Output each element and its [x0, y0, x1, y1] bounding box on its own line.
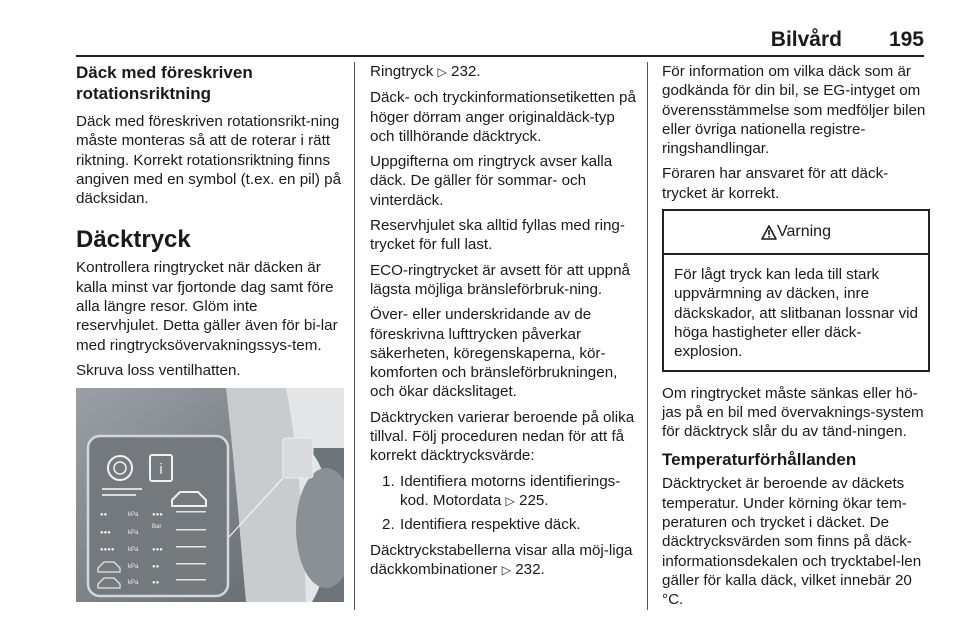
page-reference-icon: ▷ [437, 65, 447, 79]
svg-text:i: i [159, 461, 163, 479]
warning-box [662, 209, 930, 371]
svg-text:●●●: ●●● [100, 530, 111, 537]
paragraph: Ringtryck ▷ 232. [370, 62, 638, 82]
svg-text:kPa: kPa [128, 512, 139, 519]
paragraph: För information om vilka däck som är godkända för din bil, se EG-intyget om överensstämmelse som medföljer bilen eller övriga nationella registre-ringshandlingar. [662, 63, 926, 158]
section-heading-rotation: Däck med föreskriven rotationsriktning [76, 63, 253, 103]
svg-text:Bar: Bar [152, 524, 162, 531]
paragraph: Däcktryckstabellerna visar alla möj-liga däckkombinationer ▷ 232. [370, 541, 638, 581]
paragraph: Reservhjulet ska alltid fyllas med ring-trycket för full last. [370, 217, 625, 254]
section-heading-tire-pressure: Däcktryck [76, 226, 191, 254]
header-rule [76, 55, 924, 57]
column-right [662, 62, 930, 616]
list-item: 1. Identifiera motorns identifierings-kod. Motordata ▷ 225. [374, 472, 638, 512]
page-header [0, 0, 960, 56]
paragraph: Däcktrycket är beroende av däckets temperatur. Under körning ökar tem-peraturen och trycket i däcket. De däcktrycksvärden som finns på däck-informationsdekalen och trycktabel-len gäller för kalla däck, vilket innebär 20 °C. [662, 475, 922, 609]
paragraph: Däck- och tryckinformationsetiketten på höger dörram anger originaldäck-typ och tillhörande däcktryck. [370, 89, 636, 145]
paragraph: Däcktrycken varierar beroende på olika tillval. Följ proceduren nedan för att få korrekt däcktrycksvärde: [370, 408, 635, 465]
paragraph: Kontrollera ringtrycket när däcken är kalla minst var fjortonde dag samt före alla längre resor. Glöm inte reservhjulet. Detta gäller även för bi-lar med ringtrycksövervakningssys-tem. [76, 259, 338, 354]
paragraph: Om ringtrycket måste sänkas eller hö-jas på en bil med övervaknings-system för däcktryck slår du av tänd-ningen. [662, 384, 924, 441]
paragraph: Däck med föreskriven rotationsrikt-ning måste monteras så att de roterar i rätt riktning. Korrekt rotationsriktning finns angiven med en symbol (t.ex. en pil) på däcksidan. [76, 113, 342, 208]
warning-header [664, 211, 928, 255]
svg-text:●●: ●● [152, 564, 160, 571]
paragraph: Över- eller underskridande av de föreskrivna lufttrycken påverkar säkerheten, köregenskaperna, kör-komforten och bränsleförbrukningen, och ökar däckslitaget. [370, 306, 618, 401]
paragraph: Uppgifterna om ringtryck avser kalla däck. De gäller för sommar- och vinterdäck. [370, 153, 613, 209]
paragraph: Skruva loss ventilhatten. [76, 361, 241, 379]
section-heading-temperature: Temperaturförhållanden [662, 450, 857, 470]
svg-text:●●●: ●●● [152, 512, 163, 519]
page-reference-icon: ▷ [505, 493, 515, 508]
svg-text:●●●: ●●● [152, 547, 163, 554]
page-number: 195 [888, 28, 924, 51]
svg-text:kPa: kPa [128, 530, 139, 537]
svg-text:kPa: kPa [128, 564, 139, 571]
warning-title: Varning [777, 223, 831, 241]
page-reference-link[interactable]: 225. [519, 491, 549, 509]
warning-body: För lågt tryck kan leda till stark uppvärmning av däcken, inre däckskador, att slitbanan lossnar vid höga hastigheter eller däck-explosion. [674, 266, 918, 361]
paragraph: Föraren har ansvaret för att däck-trycket är korrekt. [662, 165, 889, 202]
tire-label-illustration [76, 388, 344, 602]
page-reference-icon: ▷ [501, 562, 511, 577]
door-frame-tire-label-photo [76, 388, 344, 602]
svg-text:kPa: kPa [128, 547, 139, 554]
page-title: Bilvård [770, 28, 842, 51]
svg-text:●●: ●● [152, 580, 160, 587]
svg-text:kPa: kPa [128, 580, 139, 587]
svg-text:●●: ●● [100, 512, 108, 519]
list-item: 2. Identifiera respektive däck. [382, 516, 581, 534]
warning-triangle-icon [761, 225, 777, 240]
procedure-list [370, 472, 638, 535]
column-middle [370, 62, 638, 586]
column-separator [354, 62, 355, 610]
page-reference-link[interactable]: 232. [515, 560, 545, 578]
column-separator [647, 62, 648, 610]
paragraph: ECO-ringtrycket är avsett för att uppnå lägsta möjliga bränsleförbruk-ning. [370, 261, 630, 298]
svg-text:●●●●: ●●●● [100, 547, 115, 554]
page-reference-link[interactable]: 232. [451, 63, 481, 80]
column-left [76, 62, 344, 602]
